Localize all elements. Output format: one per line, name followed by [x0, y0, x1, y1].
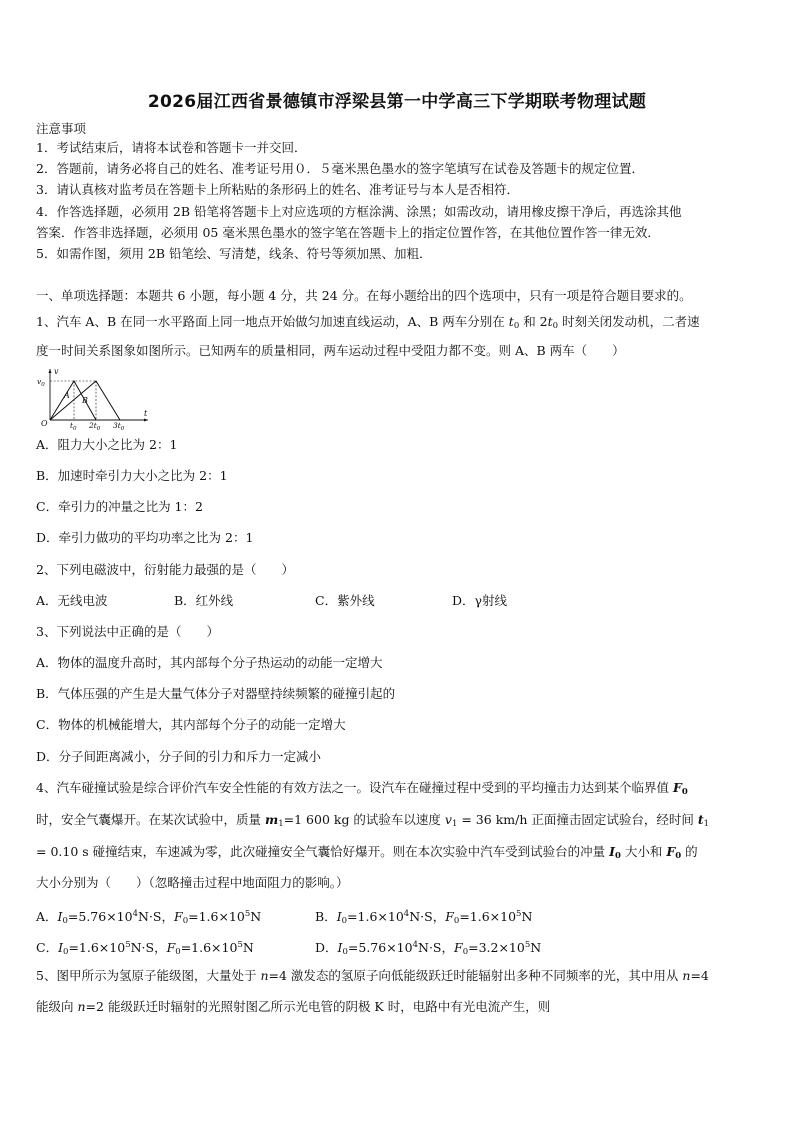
question-4-stem-cont: = 0.10 s 碰撞结束，车速减为零，此次碰撞安全气囊恰好爆开。则在本次实验中汽车受到试验台的冲量 $I_0$ 大小和 $F_0$ 的: [36, 844, 698, 861]
question-4-stem-cont: 时，安全气囊爆开。在某次试验中，质量 $m_1=1$ 600 kg 的试验车以速度 $v_1 = 36$ km/h 正面撞击固定试验台，经时间 $t_1$: [36, 812, 710, 829]
notice-heading: 注意事项: [36, 121, 87, 136]
question-4-option-a: A．$I_0=5.76\times 10^4N\cdot S$，$F_0=1.6\times 10^5N$: [36, 909, 262, 926]
question-2-option-b: B．红外线: [174, 593, 234, 608]
curve-a-label: A: [64, 391, 70, 400]
t-axis-label: t: [144, 409, 148, 418]
v-axis-label: v: [54, 367, 59, 376]
question-1-option-c: C．牵引力的冲量之比为 1：2: [36, 499, 203, 514]
question-1-option-b: B．加速时牵引力大小之比为 2：1: [36, 468, 228, 483]
question-4-option-c: C．$I_0=1.6\times 10^5N\cdot S$，$F_0=1.6\times 10^5N$: [36, 940, 254, 957]
tick-2t0: $2t_0$: [89, 421, 101, 432]
notice-item: 2．答题前，请务必将自己的姓名、准考证号用０．５毫米黑色墨水的签字笔填写在试卷及答题卡的规定位置．: [36, 161, 644, 176]
notice-item: 4．作答选择题，必须用 2B 铅笔将答题卡上对应选项的方框涂满、涂黑；如需改动，请用橡皮擦干净后，再选涂其他: [36, 204, 682, 219]
question-3-option-d: D．分子间距离减小，分子间的引力和斥力一定减小: [36, 749, 322, 764]
question-2-option-c: C．紫外线: [315, 593, 375, 608]
curve-b-label: B: [82, 396, 88, 405]
question-4-stem-cont: 大小分别为（ ）（忽略撞击过程中地面阻力的影响。）: [36, 875, 349, 890]
tick-t0: $t_0$: [70, 421, 77, 432]
question-1-option-d: D．牵引力做功的平均功率之比为 2：1: [36, 530, 254, 545]
tick-3t0: $3t_0$: [113, 421, 125, 432]
question-2-option-a: A．无线电波: [36, 593, 108, 608]
page-title: 2026届江西省景德镇市浮梁县第一中学高三下学期联考物理试题: [147, 92, 647, 112]
notice-item: 3．请认真核对监考员在答题卡上所粘贴的条形码上的姓名、准考证号与本人是否相符．: [36, 182, 519, 197]
velocity-time-graph: [36, 366, 152, 432]
question-3-option-b: B．气体压强的产生是大量气体分子对器壁持续频繁的碰撞引起的: [36, 686, 396, 701]
question-5-stem-cont: 能级向 n=2 能级跃迁时辐射的光照射图乙所示光电管的阴极 K 时，电路中有光电流产生，则: [36, 999, 551, 1014]
notice-item: 1．考试结束后，请将本试卷和答题卡一并交回．: [36, 140, 307, 155]
notice-item: 答案．作答非选择题，必须用 05 毫米黑色墨水的签字笔在答题卡上的指定位置作答，在其他位置作答一律无效．: [36, 225, 660, 240]
question-3-option-a: A．物体的温度升高时，其内部每个分子热运动的动能一定增大: [36, 655, 383, 670]
question-1-option-a: A．阻力大小之比为 2：1: [36, 437, 178, 452]
question-5-stem: 5、图甲所示为氢原子能级图，大量处于 n=4 激发态的氢原子向低能级跃迁时能辐射出多种不同频率的光，其中用从 n=4: [36, 968, 709, 983]
question-3-option-c: C．物体的机械能增大，其内部每个分子的动能一定增大: [36, 717, 346, 732]
question-1-stem: 1、汽车 A、B 在同一水平路面上同一地点开始做匀加速直线运动，A、B 两车分别在 $t_0$ 和 $2t_0$ 时刻关闭发动机，二者速: [36, 314, 700, 331]
question-4-option-b: B．$I_0=1.6\times 10^4N\cdot S$，$F_0=1.6\times 10^5N$: [315, 909, 533, 926]
notice-item: 5．如需作图，须用 2B 铅笔绘、写清楚，线条、符号等须加黑、加粗．: [36, 246, 432, 261]
question-1-stem-cont: 度一时间关系图象如图所示。已知两车的质量相同，两车运动过程中受阻力都不变。则 A、B 两车（ ）: [36, 343, 625, 358]
origin-label: O: [41, 419, 48, 428]
question-4-option-d: D．$I_0=5.76\times 10^4N\cdot S$，$F_0=3.2\times 10^5N$: [315, 940, 542, 957]
question-2-stem: 2、下列电磁波中，衍射能力最强的是（ ）: [36, 562, 294, 577]
v0-label: $v_0$: [37, 377, 45, 388]
question-2-option-d: D．γ射线: [452, 593, 507, 608]
section-heading: 一、单项选择题：本题共 6 小题，每小题 4 分，共 24 分。在每小题给出的四个选项中，只有一项是符合题目要求的。: [36, 288, 692, 303]
question-3-stem: 3、下列说法中正确的是（ ）: [36, 624, 219, 639]
question-4-stem: 4、汽车碰撞试验是综合评价汽车安全性能的有效方法之一。设汽车在碰撞过程中受到的平均撞击力达到某个临界值 $F_0$: [36, 780, 688, 797]
